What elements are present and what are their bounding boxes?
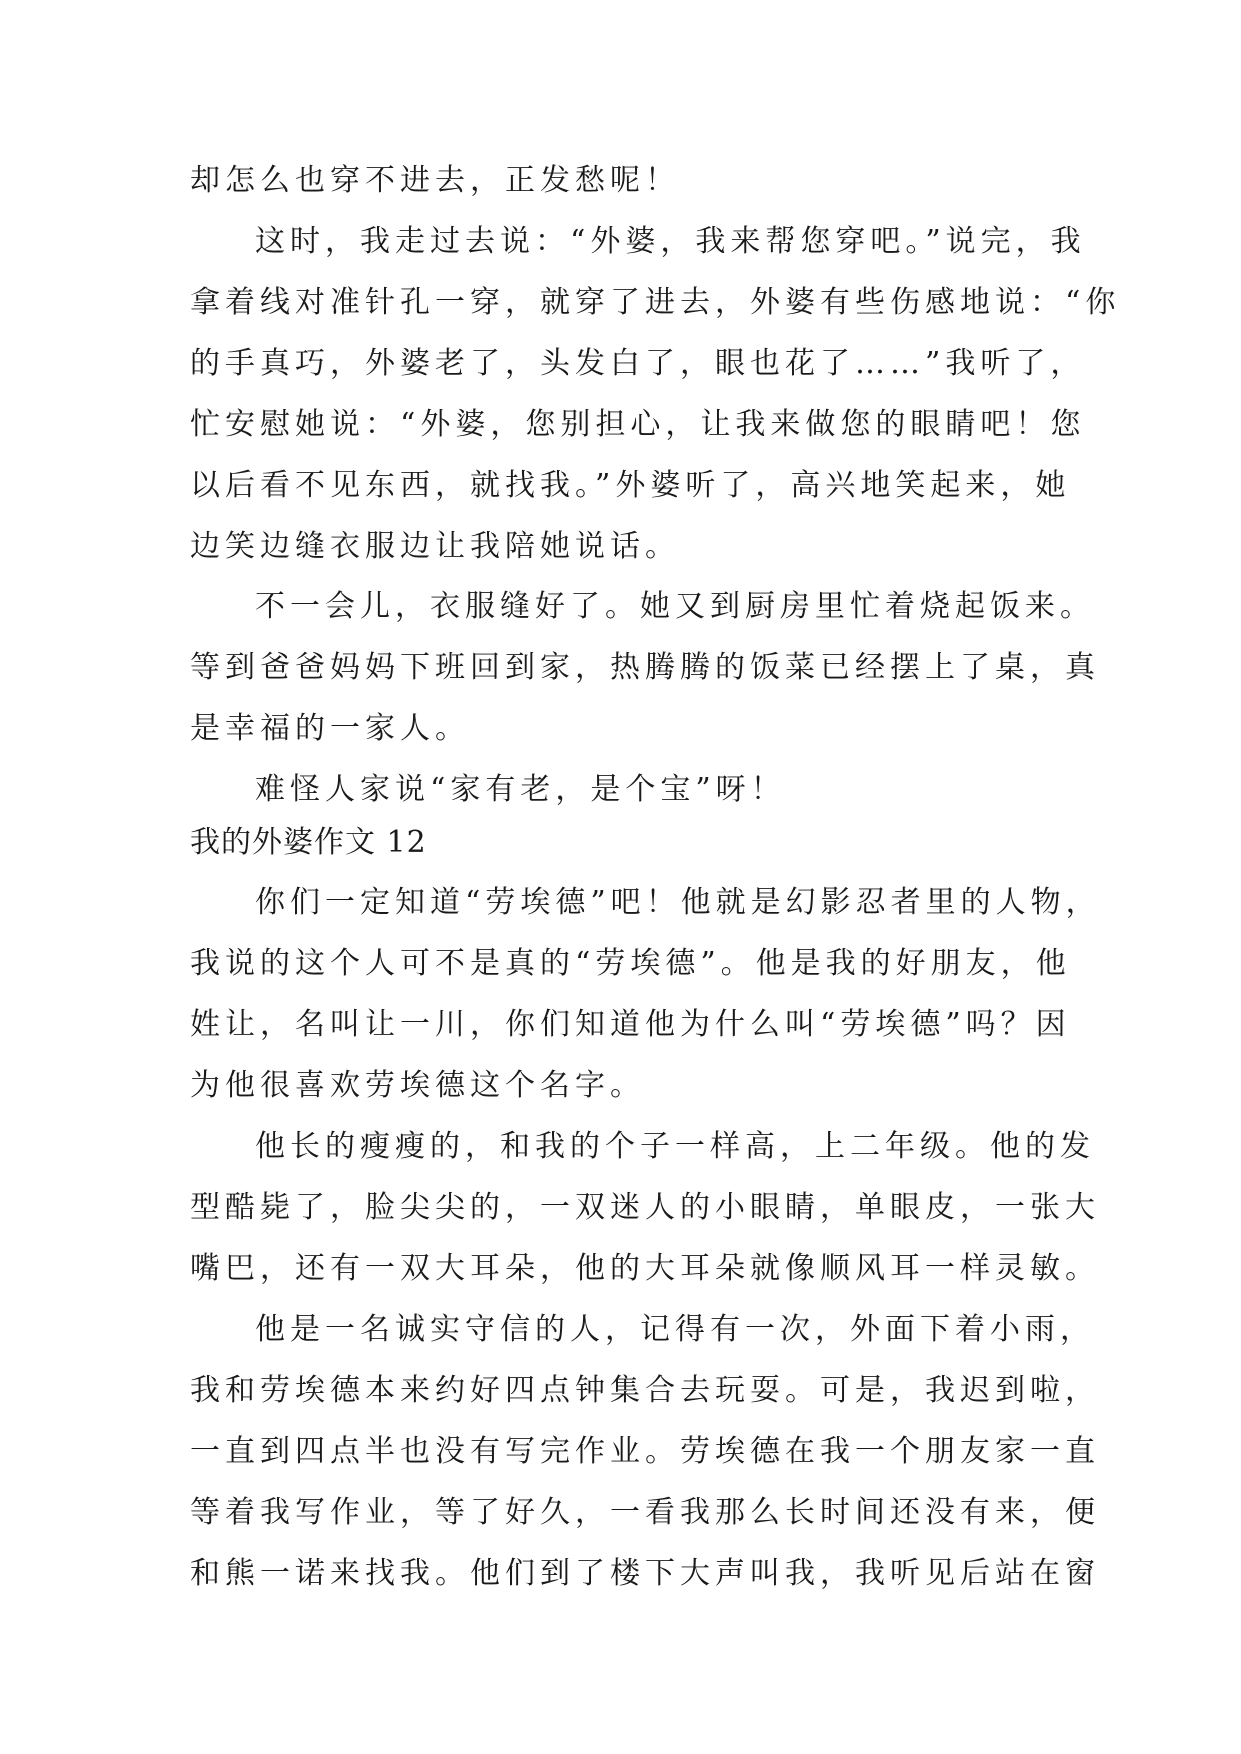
- text-line: 忙安慰她说：“外婆，您别担心，让我来做您的眼睛吧！您: [190, 407, 1086, 442]
- text-line: 是幸福的一家人。: [190, 711, 470, 746]
- paragraph-first-line: 难怪人家说“家有老，是个宝”呀！: [255, 772, 786, 807]
- text-line: 姓让，名叫让一川，你们知道他为什么叫“劳埃德”吗？因: [190, 1007, 1071, 1042]
- text-line: 以后看不见东西，就找我。”外婆听了，高兴地笑起来，她: [190, 468, 1071, 503]
- text-line: 我说的这个人可不是真的“劳埃德”。他是我的好朋友，他: [190, 946, 1071, 981]
- text-line: 等到爸爸妈妈下班回到家，热腾腾的饭菜已经摆上了桌，真: [190, 650, 1100, 685]
- paragraph-first-line: 他是一名诚实守信的人，记得有一次，外面下着小雨，: [255, 1312, 1095, 1347]
- text-line: 却怎么也穿不进去，正发愁呢！: [190, 163, 680, 198]
- section-heading: 我的外婆作文 12: [190, 825, 427, 860]
- text-line: 的手真巧，外婆老了，头发白了，眼也花了……”我听了，: [190, 346, 1086, 381]
- text-line: 等着我写作业，等了好久，一看我那么长时间还没有来，便: [190, 1495, 1100, 1530]
- paragraph-first-line: 这时，我走过去说：“外婆，我来帮您穿吧。”说完，我: [255, 224, 1086, 259]
- text-line: 一直到四点半也没有写完作业。劳埃德在我一个朋友家一直: [190, 1434, 1100, 1469]
- text-line: 型酷毙了，脸尖尖的，一双迷人的小眼睛，单眼皮，一张大: [190, 1190, 1100, 1225]
- text-line: 边笑边缝衣服边让我陪她说话。: [190, 529, 680, 564]
- text-line: 我和劳埃德本来约好四点钟集合去玩耍。可是，我迟到啦，: [190, 1373, 1100, 1408]
- paragraph-first-line: 他长的瘦瘦的，和我的个子一样高，上二年级。他的发: [255, 1129, 1095, 1164]
- paragraph-first-line: 不一会儿，衣服缝好了。她又到厨房里忙着烧起饭来。: [255, 589, 1095, 624]
- paragraph-first-line: 你们一定知道“劳埃德”吧！他就是幻影忍者里的人物，: [255, 885, 1101, 920]
- text-line: 拿着线对准针孔一穿，就穿了进去，外婆有些伤感地说：“你: [190, 285, 1121, 320]
- text-line: 和熊一诺来找我。他们到了楼下大声叫我，我听见后站在窗: [190, 1556, 1100, 1591]
- text-line: 为他很喜欢劳埃德这个名字。: [190, 1068, 645, 1103]
- text-line: 嘴巴，还有一双大耳朵，他的大耳朵就像顺风耳一样灵敏。: [190, 1251, 1100, 1286]
